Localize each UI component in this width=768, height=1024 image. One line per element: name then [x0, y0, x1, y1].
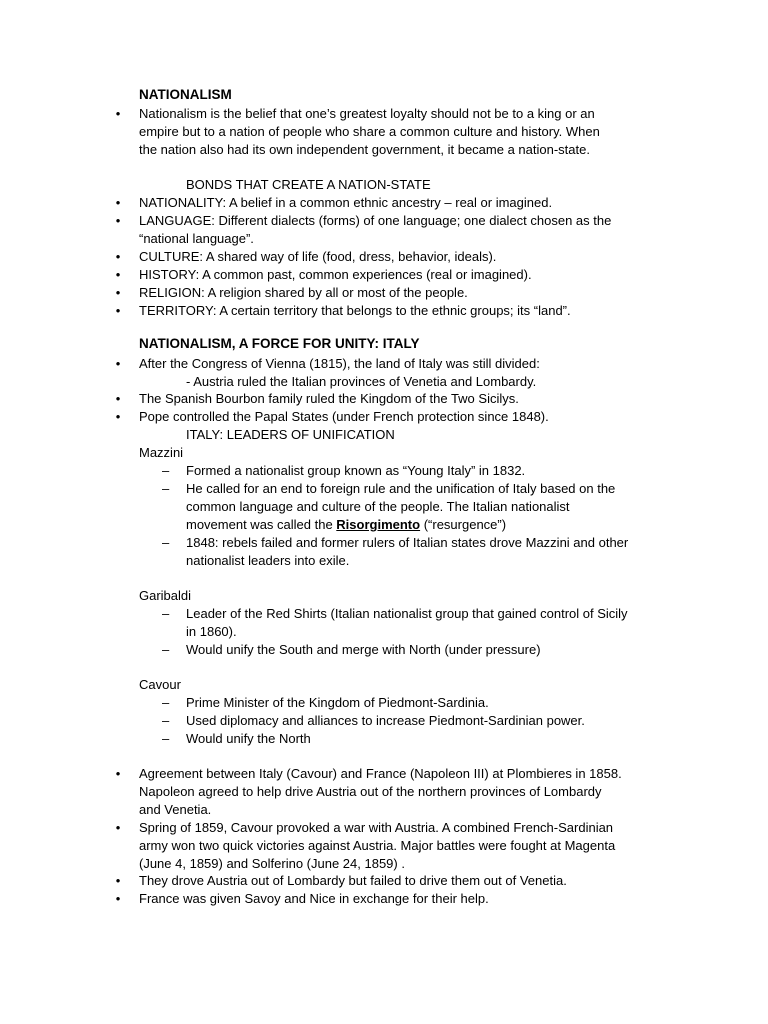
bullet: •: [115, 356, 121, 371]
bullet: •: [115, 249, 121, 264]
bond-language: LANGUAGE: Different dialects (forms) of one language; one dialect chosen as the: [139, 213, 612, 228]
event-line-1: Agreement between Italy (Cavour) and France (Napoleon III) at Plombieres in 1858.: [139, 766, 622, 781]
bullet: •: [115, 873, 121, 888]
risorgimento-term: Risorgimento: [336, 517, 421, 532]
intro-line-2: empire but to a nation of people who share a common culture and history. When: [139, 124, 600, 139]
bond-nationality: NATIONALITY: A belief in a common ethnic ancestry – real or imagined.: [139, 195, 553, 210]
dash: –: [162, 535, 170, 550]
cavour-line-2: Used diplomacy and alliances to increase Piedmont-Sardinian power.: [186, 713, 585, 728]
bond-territory: TERRITORY: A certain territory that belongs to the ethnic groups; its “land”.: [139, 303, 571, 318]
mazzini-line-3: common language and culture of the people. The Italian nationalist: [186, 499, 570, 514]
intro-line-1: Nationalism is the belief that one’s greatest loyalty should not be to a king or an: [139, 106, 595, 121]
dash: –: [162, 713, 170, 728]
italy-line-4: Pope controlled the Papal States (under French protection since 1848).: [139, 409, 549, 424]
cavour-line-1: Prime Minister of the Kingdom of Piedmont-Sardinia.: [186, 695, 489, 710]
bonds-title: BONDS THAT CREATE A NATION-STATE: [186, 177, 431, 192]
bullet: •: [115, 285, 121, 300]
bond-culture: CULTURE: A shared way of life (food, dress, behavior, ideals).: [139, 249, 497, 264]
garibaldi-line-1: Leader of the Red Shirts (Italian nationalist group that gained control of Sicily: [186, 606, 628, 621]
event-line-4: Spring of 1859, Cavour provoked a war with Austria. A combined French-Sardinian: [139, 820, 614, 835]
italy-line-1: After the Congress of Vienna (1815), the land of Italy was still divided:: [139, 356, 540, 371]
mazzini-line-6: nationalist leaders into exile.: [186, 553, 350, 568]
mazzini-line-4-text: movement was called the: [186, 517, 337, 532]
event-line-8: France was given Savoy and Nice in exchange for their help.: [139, 891, 489, 906]
garibaldi-line-3: Would unify the South and merge with North (under pressure): [186, 642, 541, 657]
bullet: •: [115, 766, 121, 781]
cavour-name: Cavour: [139, 677, 181, 692]
dash: –: [162, 695, 170, 710]
dash: –: [162, 481, 170, 496]
bond-religion: RELIGION: A religion shared by all or most of the people.: [139, 285, 468, 300]
event-line-7: They drove Austria out of Lombardy but failed to drive them out of Venetia.: [139, 873, 567, 888]
bullet: •: [115, 409, 121, 424]
bullet: •: [115, 195, 121, 210]
mazzini-line-1: Formed a nationalist group known as “Young Italy” in 1832.: [186, 463, 526, 478]
garibaldi-line-2: in 1860).: [186, 624, 237, 639]
italy-line-2: - Austria ruled the Italian provinces of Venetia and Lombardy.: [186, 374, 537, 389]
heading-italy: NATIONALISM, A FORCE FOR UNITY: ITALY: [139, 336, 420, 351]
bullet: •: [115, 891, 121, 906]
event-line-6: (June 4, 1859) and Solferino (June 24, 1859) .: [139, 856, 405, 871]
bond-history: HISTORY: A common past, common experiences (real or imagined).: [139, 267, 532, 282]
bullet: •: [115, 267, 121, 282]
dash: –: [162, 463, 170, 478]
dash: –: [162, 642, 170, 657]
bullet: •: [115, 213, 121, 228]
italy-line-3: The Spanish Bourbon family ruled the Kingdom of the Two Sicilys.: [139, 391, 519, 406]
garibaldi-name: Garibaldi: [139, 588, 192, 603]
dash: –: [162, 606, 170, 621]
event-line-2: Napoleon agreed to help drive Austria out of the northern provinces of Lombardy: [139, 784, 602, 799]
bond-language-cont: “national language”.: [139, 231, 254, 246]
mazzini-line-5: 1848: rebels failed and former rulers of Italian states drove Mazzini and other: [186, 535, 629, 550]
event-line-3: and Venetia.: [139, 802, 212, 817]
bullet: •: [115, 303, 121, 318]
mazzini-line-4: [186, 516, 506, 534]
mazzini-line-2: He called for an end to foreign rule and the unification of Italy based on the: [186, 481, 616, 496]
bullet: •: [115, 106, 121, 121]
bullet: •: [115, 820, 121, 835]
mazzini-name: Mazzini: [139, 445, 184, 460]
cavour-line-3: Would unify the North: [186, 731, 311, 746]
event-line-5: army won two quick victories against Austria. Major battles were fought at Magenta: [139, 838, 616, 853]
bullet: •: [115, 391, 121, 406]
intro-line-3: the nation also had its own independent government, it became a nation-state.: [139, 142, 590, 157]
leaders-title: ITALY: LEADERS OF UNIFICATION: [186, 427, 395, 442]
resurgence-text: (“resurgence”): [420, 517, 507, 532]
dash: –: [162, 731, 170, 746]
heading-nationalism: NATIONALISM: [139, 87, 232, 102]
